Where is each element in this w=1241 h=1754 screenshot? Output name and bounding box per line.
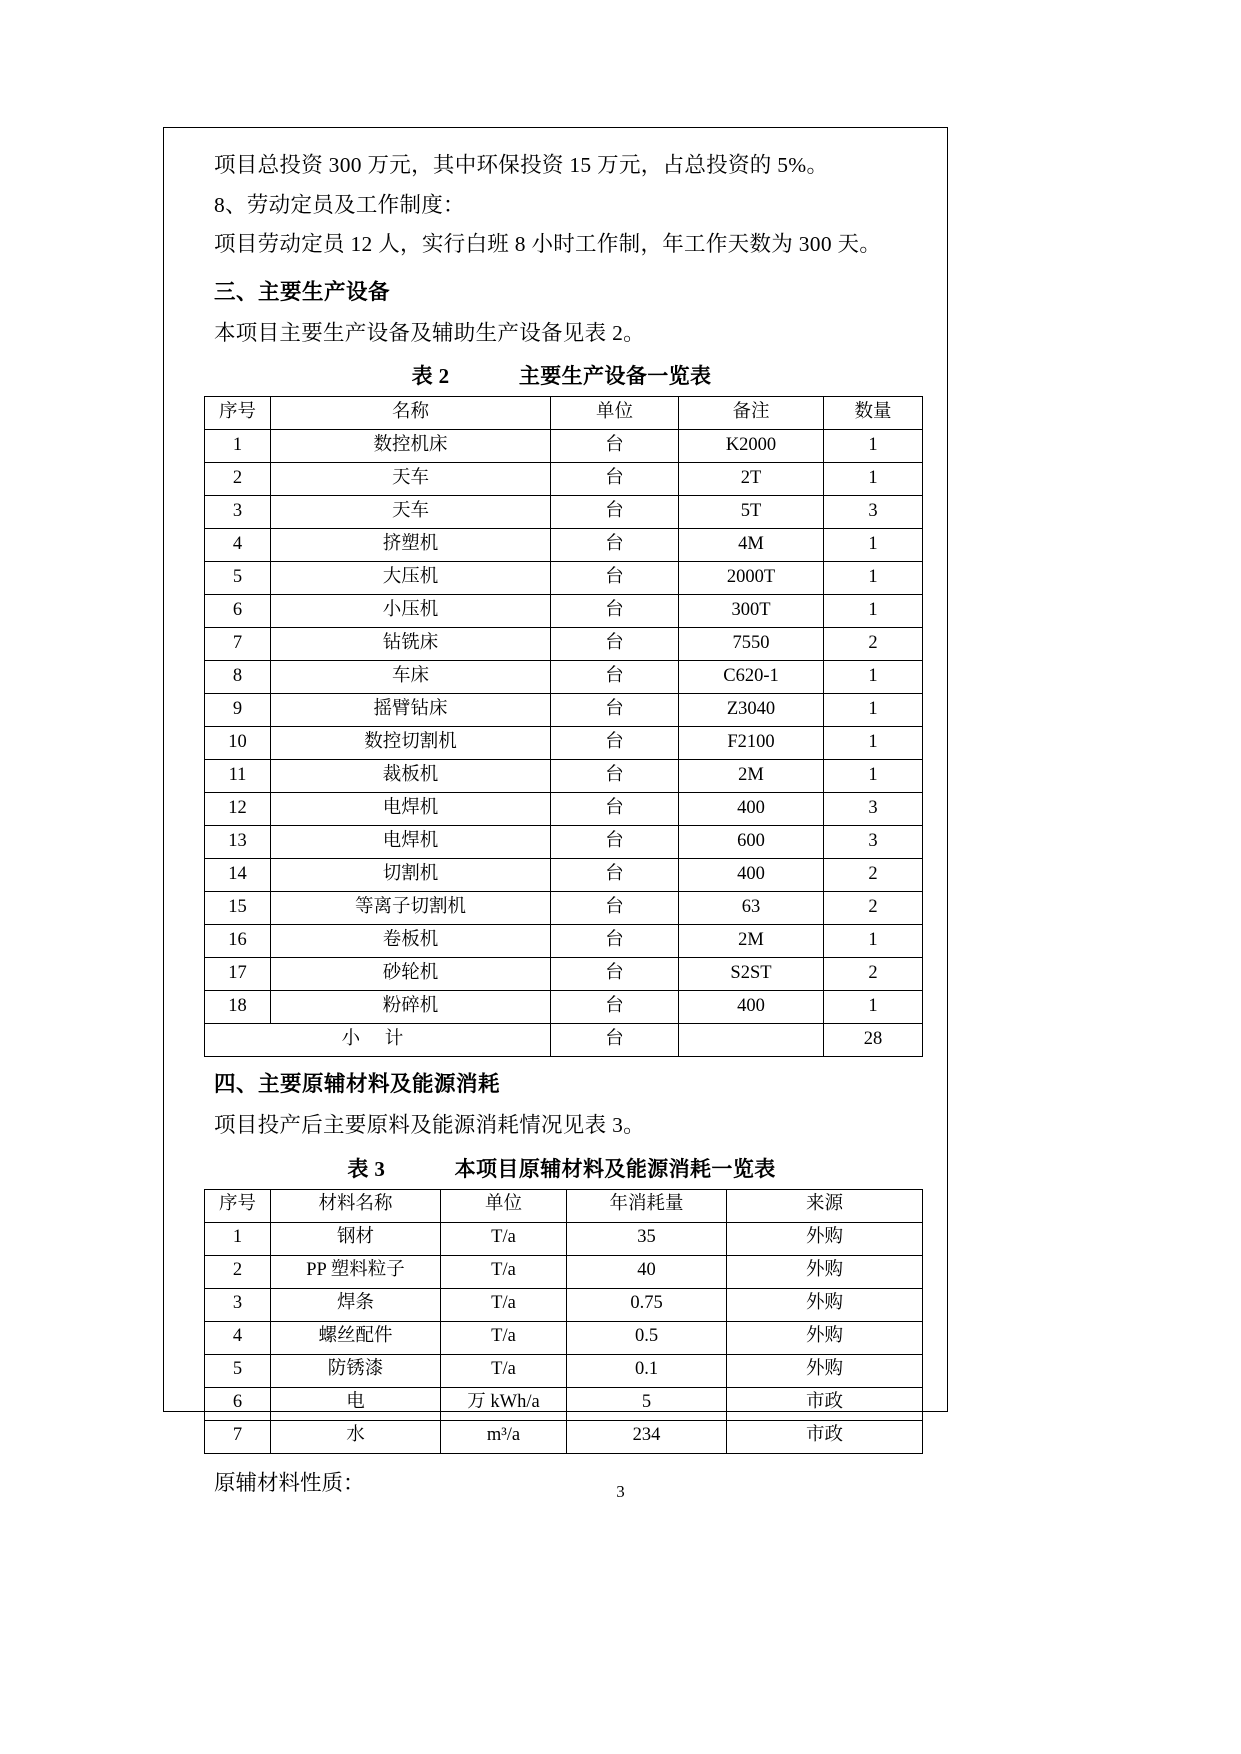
table-row bbox=[205, 1354, 923, 1387]
table2-cell-unit: 台 bbox=[551, 595, 679, 628]
table2-cell-unit: 台 bbox=[551, 826, 679, 859]
table-row bbox=[205, 1321, 923, 1354]
table3-cell-source: 市政 bbox=[727, 1420, 923, 1453]
table2-header-cell: 备注 bbox=[679, 397, 824, 430]
table2-cell-unit: 台 bbox=[551, 958, 679, 991]
table-row bbox=[205, 529, 923, 562]
table-row bbox=[205, 760, 923, 793]
paragraph-labor-heading: 8、劳动定员及工作制度： bbox=[214, 192, 465, 217]
table2-cell-index: 4 bbox=[205, 529, 271, 562]
table2-cell-name: 数控切割机 bbox=[271, 727, 551, 760]
table2-cell-name: 等离子切割机 bbox=[271, 892, 551, 925]
table2-cell-quantity: 1 bbox=[824, 760, 923, 793]
table2-cell-note: 400 bbox=[679, 859, 824, 892]
table2-cell-quantity: 2 bbox=[824, 628, 923, 661]
table3-cell-index: 3 bbox=[205, 1288, 271, 1321]
table2-cell-name: 摇臂钻床 bbox=[271, 694, 551, 727]
table3-cell-source: 外购 bbox=[727, 1321, 923, 1354]
table2-body bbox=[205, 430, 923, 1057]
table2-cell-note: 2M bbox=[679, 925, 824, 958]
table2-cell-name: 天车 bbox=[271, 463, 551, 496]
table2-cell-quantity: 2 bbox=[824, 859, 923, 892]
table3-cell-index: 5 bbox=[205, 1354, 271, 1387]
table-main-equipment bbox=[204, 396, 923, 1057]
table2-cell-note: 63 bbox=[679, 892, 824, 925]
table3-caption bbox=[202, 1146, 921, 1189]
table2-cell-name: 小压机 bbox=[271, 595, 551, 628]
table2-cell-note: 7550 bbox=[679, 628, 824, 661]
page-content-inner bbox=[164, 128, 947, 1497]
table3-header-cell: 年消耗量 bbox=[567, 1189, 727, 1222]
table2-cell-quantity: 1 bbox=[824, 727, 923, 760]
table-row bbox=[205, 958, 923, 991]
table-raw-materials bbox=[204, 1189, 923, 1454]
table3-cell-source: 外购 bbox=[727, 1222, 923, 1255]
table2-cell-name: 数控机床 bbox=[271, 430, 551, 463]
table-row bbox=[205, 628, 923, 661]
table3-cell-material: 焊条 bbox=[271, 1288, 441, 1321]
table2-cell-quantity: 3 bbox=[824, 793, 923, 826]
table2-cell-quantity: 1 bbox=[824, 430, 923, 463]
table2-cell-index: 17 bbox=[205, 958, 271, 991]
table2-cell-unit: 台 bbox=[551, 694, 679, 727]
table2-cell-unit: 台 bbox=[551, 793, 679, 826]
table2-cell-index: 9 bbox=[205, 694, 271, 727]
table-row bbox=[205, 661, 923, 694]
table3-header-cell: 来源 bbox=[727, 1189, 923, 1222]
table2-subtotal-quantity: 28 bbox=[824, 1024, 923, 1057]
table-row bbox=[205, 925, 923, 958]
table3-cell-index: 7 bbox=[205, 1420, 271, 1453]
paragraph-tail: 原辅材料性质： bbox=[214, 1470, 365, 1495]
table2-cell-index: 2 bbox=[205, 463, 271, 496]
table3-cell-source: 外购 bbox=[727, 1255, 923, 1288]
table3-header-cell: 单位 bbox=[441, 1189, 567, 1222]
table-row bbox=[205, 463, 923, 496]
table3-header-cell: 序号 bbox=[205, 1189, 271, 1222]
paragraph-section-three-body: 本项目主要生产设备及辅助生产设备见表 2。 bbox=[214, 320, 645, 345]
table2-cell-name: 裁板机 bbox=[271, 760, 551, 793]
table2-subtotal-label: 小 计 bbox=[205, 1024, 551, 1057]
table2-cell-note: 5T bbox=[679, 496, 824, 529]
table2-cell-quantity: 1 bbox=[824, 562, 923, 595]
table2-header-cell: 单位 bbox=[551, 397, 679, 430]
table2-cell-quantity: 1 bbox=[824, 463, 923, 496]
table3-cell-source: 外购 bbox=[727, 1354, 923, 1387]
table-row bbox=[205, 595, 923, 628]
table3-cell-consumption: 40 bbox=[567, 1255, 727, 1288]
table2-cell-quantity: 1 bbox=[824, 661, 923, 694]
table2-cell-index: 8 bbox=[205, 661, 271, 694]
table2-subtotal-unit: 台 bbox=[551, 1024, 679, 1057]
table3-cell-consumption: 5 bbox=[567, 1387, 727, 1420]
table3-cell-index: 6 bbox=[205, 1387, 271, 1420]
table2-cell-note: S2ST bbox=[679, 958, 824, 991]
table2-cell-index: 11 bbox=[205, 760, 271, 793]
table2-cell-index: 16 bbox=[205, 925, 271, 958]
table3-cell-index: 4 bbox=[205, 1321, 271, 1354]
table3-cell-consumption: 0.1 bbox=[567, 1354, 727, 1387]
table3-header-row bbox=[205, 1189, 923, 1222]
table2-cell-unit: 台 bbox=[551, 463, 679, 496]
table3-cell-source: 外购 bbox=[727, 1288, 923, 1321]
table3-cell-material: 水 bbox=[271, 1420, 441, 1453]
table2-cell-unit: 台 bbox=[551, 727, 679, 760]
table2-cell-note: 400 bbox=[679, 991, 824, 1024]
table2-cell-quantity: 2 bbox=[824, 958, 923, 991]
page-content-frame bbox=[163, 127, 948, 1495]
table2-cell-unit: 台 bbox=[551, 892, 679, 925]
table2-cell-quantity: 3 bbox=[824, 496, 923, 529]
table3-cell-consumption: 0.5 bbox=[567, 1321, 727, 1354]
table2-cell-name: 挤塑机 bbox=[271, 529, 551, 562]
table3-caption-title: 本项目原辅材料及能源消耗一览表 bbox=[454, 1156, 776, 1181]
table2-cell-quantity: 1 bbox=[824, 925, 923, 958]
table2-cell-index: 13 bbox=[205, 826, 271, 859]
table2-cell-index: 3 bbox=[205, 496, 271, 529]
table2-header-cell: 名称 bbox=[271, 397, 551, 430]
table2-cell-quantity: 1 bbox=[824, 595, 923, 628]
table2-cell-name: 切割机 bbox=[271, 859, 551, 892]
table2-cell-note: Z3040 bbox=[679, 694, 824, 727]
table3-cell-unit: T/a bbox=[441, 1288, 567, 1321]
table2-cell-index: 6 bbox=[205, 595, 271, 628]
table2-cell-quantity: 1 bbox=[824, 991, 923, 1024]
paragraph-section-four-body: 项目投产后主要原料及能源消耗情况见表 3。 bbox=[214, 1113, 645, 1137]
table2-cell-note: 2M bbox=[679, 760, 824, 793]
table2-cell-unit: 台 bbox=[551, 925, 679, 958]
table-row bbox=[205, 496, 923, 529]
table2-cell-name: 大压机 bbox=[271, 562, 551, 595]
section-heading-four: 四、主要原辅材料及能源消耗 bbox=[214, 1072, 501, 1096]
table3-cell-consumption: 0.75 bbox=[567, 1288, 727, 1321]
table3-cell-material: 电 bbox=[271, 1387, 441, 1420]
table2-cell-unit: 台 bbox=[551, 430, 679, 463]
table2-cell-note: C620-1 bbox=[679, 661, 824, 694]
table2-cell-note: 2T bbox=[679, 463, 824, 496]
table2-cell-unit: 台 bbox=[551, 991, 679, 1024]
table2-cell-index: 10 bbox=[205, 727, 271, 760]
table2-caption-number: 表 2 bbox=[411, 364, 450, 388]
table3-cell-index: 1 bbox=[205, 1222, 271, 1255]
table2-cell-index: 5 bbox=[205, 562, 271, 595]
table2-subtotal-note bbox=[679, 1024, 824, 1057]
table3-cell-unit: T/a bbox=[441, 1354, 567, 1387]
table2-cell-name: 天车 bbox=[271, 496, 551, 529]
table3-cell-unit: T/a bbox=[441, 1321, 567, 1354]
table3-cell-unit: 万 kWh/a bbox=[441, 1387, 567, 1420]
table2-subtotal-row bbox=[205, 1024, 923, 1057]
table-row bbox=[205, 562, 923, 595]
table2-header-cell: 序号 bbox=[205, 397, 271, 430]
table2-cell-index: 12 bbox=[205, 793, 271, 826]
page-number: 3 bbox=[616, 1482, 625, 1501]
table3-header-cell: 材料名称 bbox=[271, 1189, 441, 1222]
table2-cell-name: 电焊机 bbox=[271, 826, 551, 859]
table2-cell-quantity: 1 bbox=[824, 694, 923, 727]
table2-cell-quantity: 3 bbox=[824, 826, 923, 859]
table3-cell-index: 2 bbox=[205, 1255, 271, 1288]
table-row bbox=[205, 1387, 923, 1420]
table2-cell-unit: 台 bbox=[551, 529, 679, 562]
table3-cell-unit: m³/a bbox=[441, 1420, 567, 1453]
table-row bbox=[205, 1255, 923, 1288]
table2-header-cell: 数量 bbox=[824, 397, 923, 430]
table3-cell-unit: T/a bbox=[441, 1255, 567, 1288]
table-row bbox=[205, 793, 923, 826]
table-row bbox=[205, 859, 923, 892]
table3-cell-unit: T/a bbox=[441, 1222, 567, 1255]
table2-cell-unit: 台 bbox=[551, 562, 679, 595]
table-row bbox=[205, 1222, 923, 1255]
table2-cell-unit: 台 bbox=[551, 496, 679, 529]
table2-cell-unit: 台 bbox=[551, 661, 679, 694]
section-heading-three: 三、主要生产设备 bbox=[214, 279, 391, 304]
paragraph-investment: 项目总投资 300 万元，其中环保投资 15 万元，占总投资的 5%。 bbox=[214, 153, 829, 177]
table2-cell-unit: 台 bbox=[551, 760, 679, 793]
table2-cell-name: 车床 bbox=[271, 661, 551, 694]
table2-cell-name: 卷板机 bbox=[271, 925, 551, 958]
table2-cell-note: 2000T bbox=[679, 562, 824, 595]
table2-cell-unit: 台 bbox=[551, 859, 679, 892]
table3-body bbox=[205, 1222, 923, 1453]
table3-cell-consumption: 234 bbox=[567, 1420, 727, 1453]
table2-caption-title: 主要生产设备一览表 bbox=[518, 364, 712, 388]
table2-cell-quantity: 1 bbox=[824, 529, 923, 562]
table3-cell-material: 防锈漆 bbox=[271, 1354, 441, 1387]
table-row bbox=[205, 694, 923, 727]
table-row bbox=[205, 826, 923, 859]
table-row bbox=[205, 727, 923, 760]
table2-header-row bbox=[205, 397, 923, 430]
table2-cell-name: 粉碎机 bbox=[271, 991, 551, 1024]
table-row bbox=[205, 1420, 923, 1453]
table2-cell-name: 钻铣床 bbox=[271, 628, 551, 661]
table2-cell-quantity: 2 bbox=[824, 892, 923, 925]
table2-cell-note: 4M bbox=[679, 529, 824, 562]
table2-cell-name: 电焊机 bbox=[271, 793, 551, 826]
table2-cell-index: 1 bbox=[205, 430, 271, 463]
table3-caption-number: 表 3 bbox=[347, 1156, 386, 1181]
table-row bbox=[205, 892, 923, 925]
table3-cell-consumption: 35 bbox=[567, 1222, 727, 1255]
table3-cell-material: 螺丝配件 bbox=[271, 1321, 441, 1354]
table2-cell-index: 15 bbox=[205, 892, 271, 925]
table2-cell-note: K2000 bbox=[679, 430, 824, 463]
table2-caption bbox=[202, 353, 921, 396]
table-row bbox=[205, 1288, 923, 1321]
table-row bbox=[205, 430, 923, 463]
table2-cell-index: 7 bbox=[205, 628, 271, 661]
table2-cell-note: 300T bbox=[679, 595, 824, 628]
table3-cell-source: 市政 bbox=[727, 1387, 923, 1420]
table-row bbox=[205, 991, 923, 1024]
table2-cell-unit: 台 bbox=[551, 628, 679, 661]
table2-cell-note: 400 bbox=[679, 793, 824, 826]
table3-cell-material: 钢材 bbox=[271, 1222, 441, 1255]
table2-cell-name: 砂轮机 bbox=[271, 958, 551, 991]
paragraph-labor-body: 项目劳动定员 12 人，实行白班 8 小时工作制，年工作天数为 300 天。 bbox=[214, 232, 882, 256]
table3-cell-material: PP 塑料粒子 bbox=[271, 1255, 441, 1288]
table2-cell-note: 600 bbox=[679, 826, 824, 859]
table2-cell-note: F2100 bbox=[679, 727, 824, 760]
table2-cell-index: 18 bbox=[205, 991, 271, 1024]
table2-cell-index: 14 bbox=[205, 859, 271, 892]
